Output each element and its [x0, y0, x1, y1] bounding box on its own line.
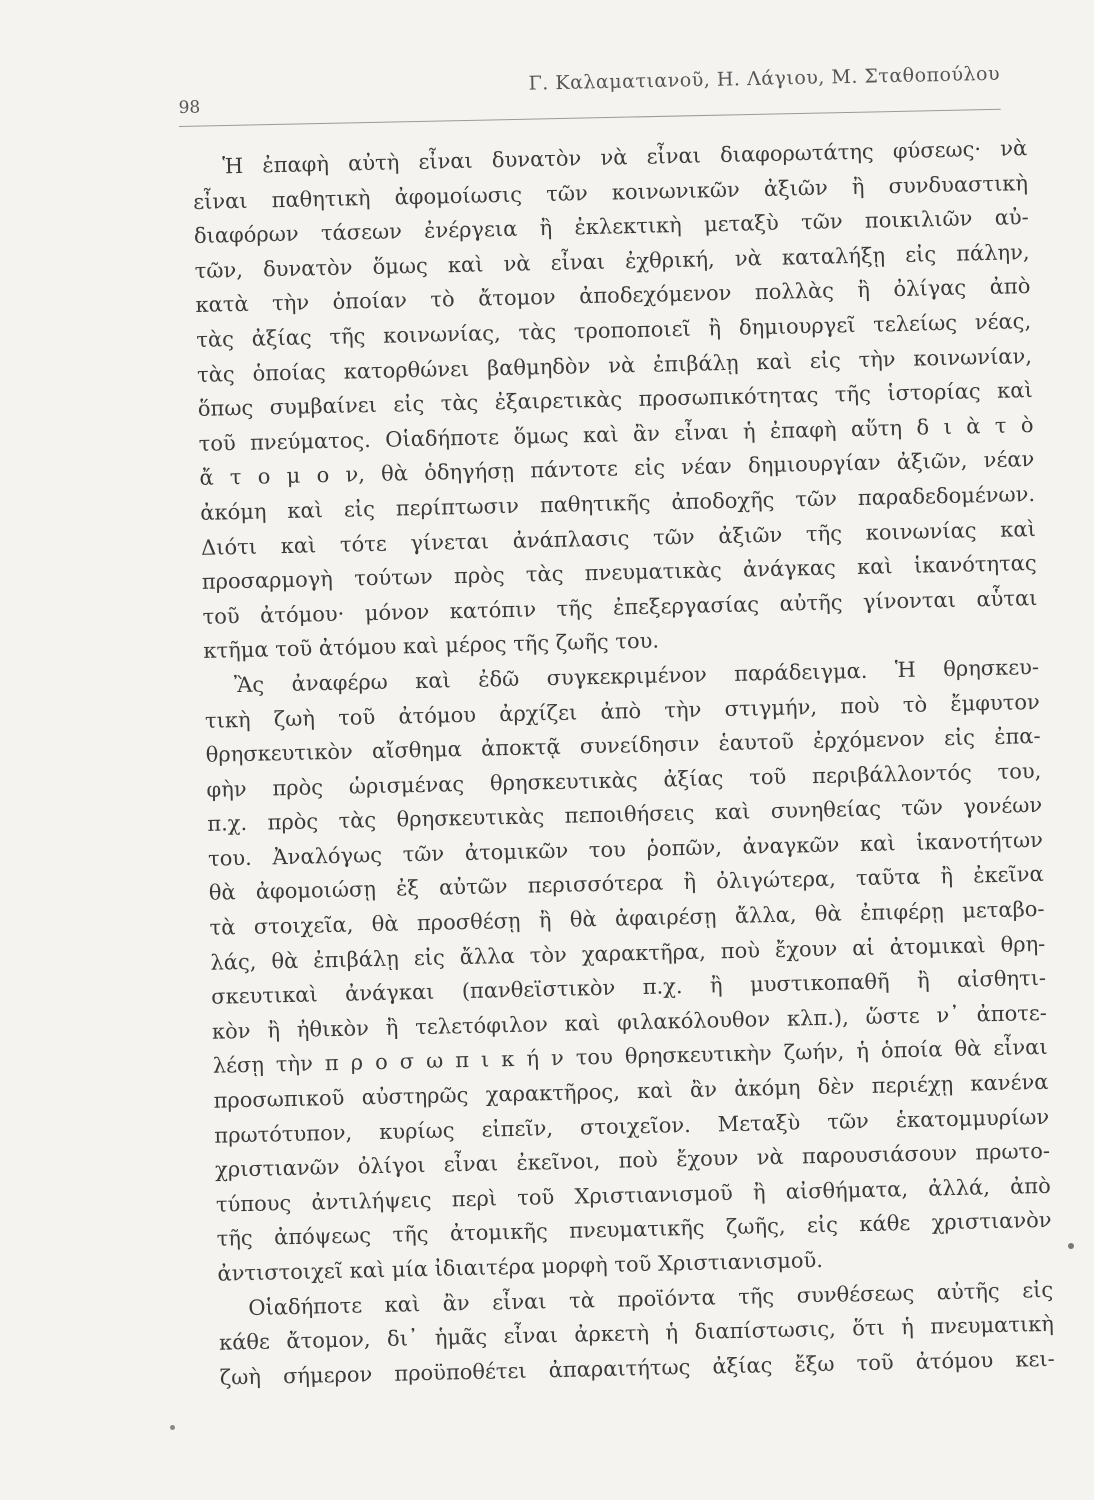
text-line: κάθε ἄτομον, δι᾿ ἡμᾶς εἶναι ἀρκετὴ ἡ διαπίστωσις, ὅτι ἡ πνευματικὴ [218, 1311, 1055, 1355]
text-line: λέσῃ τὴν π ρ ο σ ω π ι κ ή ν του θρησκευτικὴν ζωήν, ἡ ὁποία θὰ εἶναι [212, 1035, 1048, 1079]
text-line: τύπους ἀντιλήψεις περὶ τοῦ Χριστιανισμοῦ ἢ αἰσθήματα, ἀλλά, ἀπὸ [215, 1173, 1051, 1217]
text-line: Ἂς ἀναφέρω καὶ ἐδῶ συγκεκριμένον παράδειγμα. Ἡ θρησκευ- [233, 654, 1040, 698]
page-header [178, 63, 1001, 124]
text-line: Διότι καὶ τότε γίνεται ἀνάπλασις τῶν ἀξιῶν τῆς κοινωνίας καὶ [200, 516, 1037, 560]
text-line: ἄ τ ο μ ο ν, θὰ ὁδηγήσῃ πάντοτε εἰς νέαν δημιουργίαν ἀξιῶν, νέαν [199, 447, 1035, 491]
text-line: τικὴ ζωὴ τοῦ ἀτόμου ἀρχίζει ἀπὸ τὴν στιγμήν, ποὺ τὸ ἔμφυτον [204, 689, 1041, 733]
text-line: ἀντιστοιχεῖ καὶ μία ἰδιαιτέρα μορφὴ τοῦ Χριστιανισμοῦ. [217, 1247, 824, 1286]
text-line: τοῦ πνεύματος. Οἱαδήποτε ὅμως καὶ ἂν εἶναι ἡ ἐπαφὴ αὕτη δ ι ὰ τ ὸ [198, 412, 1034, 456]
text-line: τὰς ὁποίας κατορθώνει βαθμηδὸν νὰ ἐπιβάλῃ καὶ εἰς τὴν κοινωνίαν, [196, 343, 1033, 387]
text-line: εἶναι παθητικὴ ἀφομοίωσις τῶν κοινωνικῶν ἀξιῶν ἢ συνδυαστικὴ [192, 170, 1029, 214]
text-line: θρησκευτικὸν αἴσθημα ἀποκτᾷ συνείδησιν ἑαυτοῦ ἐρχόμενον εἰς ἐπα- [205, 723, 1041, 767]
text-line: κτῆμα τοῦ ἀτόμου καὶ μέρος τῆς ζωῆς του. [203, 628, 660, 664]
text-line: κὸν ἢ ἠθικὸν ἢ τελετόφιλον καὶ φιλακόλουθον κλπ.), ὥστε ν᾿ ἀποτε- [211, 1000, 1048, 1044]
text-line: Οἱαδήποτε καὶ ἂν εἶναι τὰ προϊόντα τῆς συνθέσεως αὐτῆς εἰς [248, 1277, 1054, 1320]
text-line: θὰ ἀφομοιώσῃ ἐξ αὐτῶν περισσότερα ἢ ὀλιγώτερα, ταῦτα ἢ ἐκεῖνα [208, 862, 1044, 906]
text-line: προσωπικοῦ αὐστηρῶς χαρακτῆρος, καὶ ἂν ἀκόμη δὲν περιέχῃ κανένα [213, 1069, 1049, 1113]
text-line: κατὰ τὴν ὁποίαν τὸ ἄτομον ἀποδεχόμενον πολλὰς ἢ ὀλίγας ἀπὸ [195, 274, 1031, 318]
text-line: προσαρμογὴ τούτων πρὸς τὰς πνευματικὰς ἀνάγκας καὶ ἱκανότητας [201, 551, 1037, 595]
scan-speck [1068, 1243, 1074, 1249]
text-line: Ἡ ἐπαφὴ αὐτὴ εἶναι δυνατὸν νὰ εἶναι διαφορωτάτης φύσεως· νὰ [222, 136, 1028, 179]
text-line: πρωτότυπον, κυρίως εἰπεῖν, στοιχεῖον. Μεταξὺ τῶν ἑκατομμυρίων [214, 1104, 1050, 1148]
text-line: ὅπως συμβαίνει εἰς τὰς ἐξαιρετικὰς προσωπικότητας τῆς ἱστορίας καὶ [197, 378, 1033, 422]
running-head: Γ. Καλαματιανοῦ, Η. Λάγιου, Μ. Σταθοπούλου [528, 62, 1001, 95]
text-line: σκευτικαὶ ἀνάγκαι (πανθεϊστικὸν π.χ. ἢ μυστικοπαθῆ ἢ αἰσθητι- [210, 966, 1047, 1010]
text-line: διαφόρων τάσεων ἐνέργεια ἢ ἐκλεκτικὴ μεταξὺ τῶν ποικιλιῶν αὐ- [193, 205, 1030, 249]
text-line: τῶν, δυνατὸν ὅμως καὶ νὰ εἶναι ἐχθρική, νὰ καταλήξῃ εἰς πάλην, [194, 239, 1030, 283]
body-text [192, 131, 1055, 1395]
text-line: φὴν πρὸς ὡρισμένας θρησκευτικὰς ἀξίας τοῦ περιβάλλοντός του, [206, 758, 1042, 802]
text-line: ἀκόμη καὶ εἰς περίπτωσιν παθητικῆς ἀποδοχῆς τῶν παραδεδομένων. [199, 481, 1036, 525]
text-line: τὰς ἀξίας τῆς κοινωνίας, τὰς τροποποιεῖ ἢ δημιουργεῖ τελείως νέας, [196, 308, 1032, 352]
header-rule [179, 109, 1001, 127]
text-line: του. Ἀναλόγως τῶν ἀτομικῶν του ῥοπῶν, ἀναγκῶν καὶ ἱκανοτήτων [207, 827, 1044, 871]
text-line: ζωὴ σήμερον προϋποθέτει ἀπαραιτήτως ἀξίας ἔξω τοῦ ἀτόμου κει- [219, 1346, 1055, 1390]
scan-speck [170, 1425, 175, 1430]
text-line: τὰ στοιχεῖα, θὰ προσθέσῃ ἢ θὰ ἀφαιρέσῃ ἄλλα, θὰ ἐπιφέρῃ μεταβο- [209, 896, 1045, 940]
text-line: λάς, θὰ ἐπιβάλῃ εἰς ἄλλα τὸν χαρακτῆρα, ποὺ ἔχουν αἱ ἀτομικαὶ θρη- [210, 931, 1046, 975]
text-line: τῆς ἀπόψεως τῆς ἀτομικῆς πνευματικῆς ζωῆς, εἰς κάθε χριστιανὸν [216, 1208, 1052, 1252]
text-line: π.χ. πρὸς τὰς θρησκευτικὰς πεποιθήσεις καὶ συνηθείας τῶν γονέων [207, 793, 1043, 837]
text-line: χριστιανῶν ὀλίγοι εἶναι ἐκεῖνοι, ποὺ ἔχουν νὰ παρουσιάσουν πρωτο- [214, 1139, 1051, 1182]
text-line: τοῦ ἀτόμου· μόνον κατόπιν τῆς ἐπεξεργασίας αὐτῆς γίνονται αὗται [202, 585, 1038, 629]
page-number: 98 [178, 97, 201, 118]
